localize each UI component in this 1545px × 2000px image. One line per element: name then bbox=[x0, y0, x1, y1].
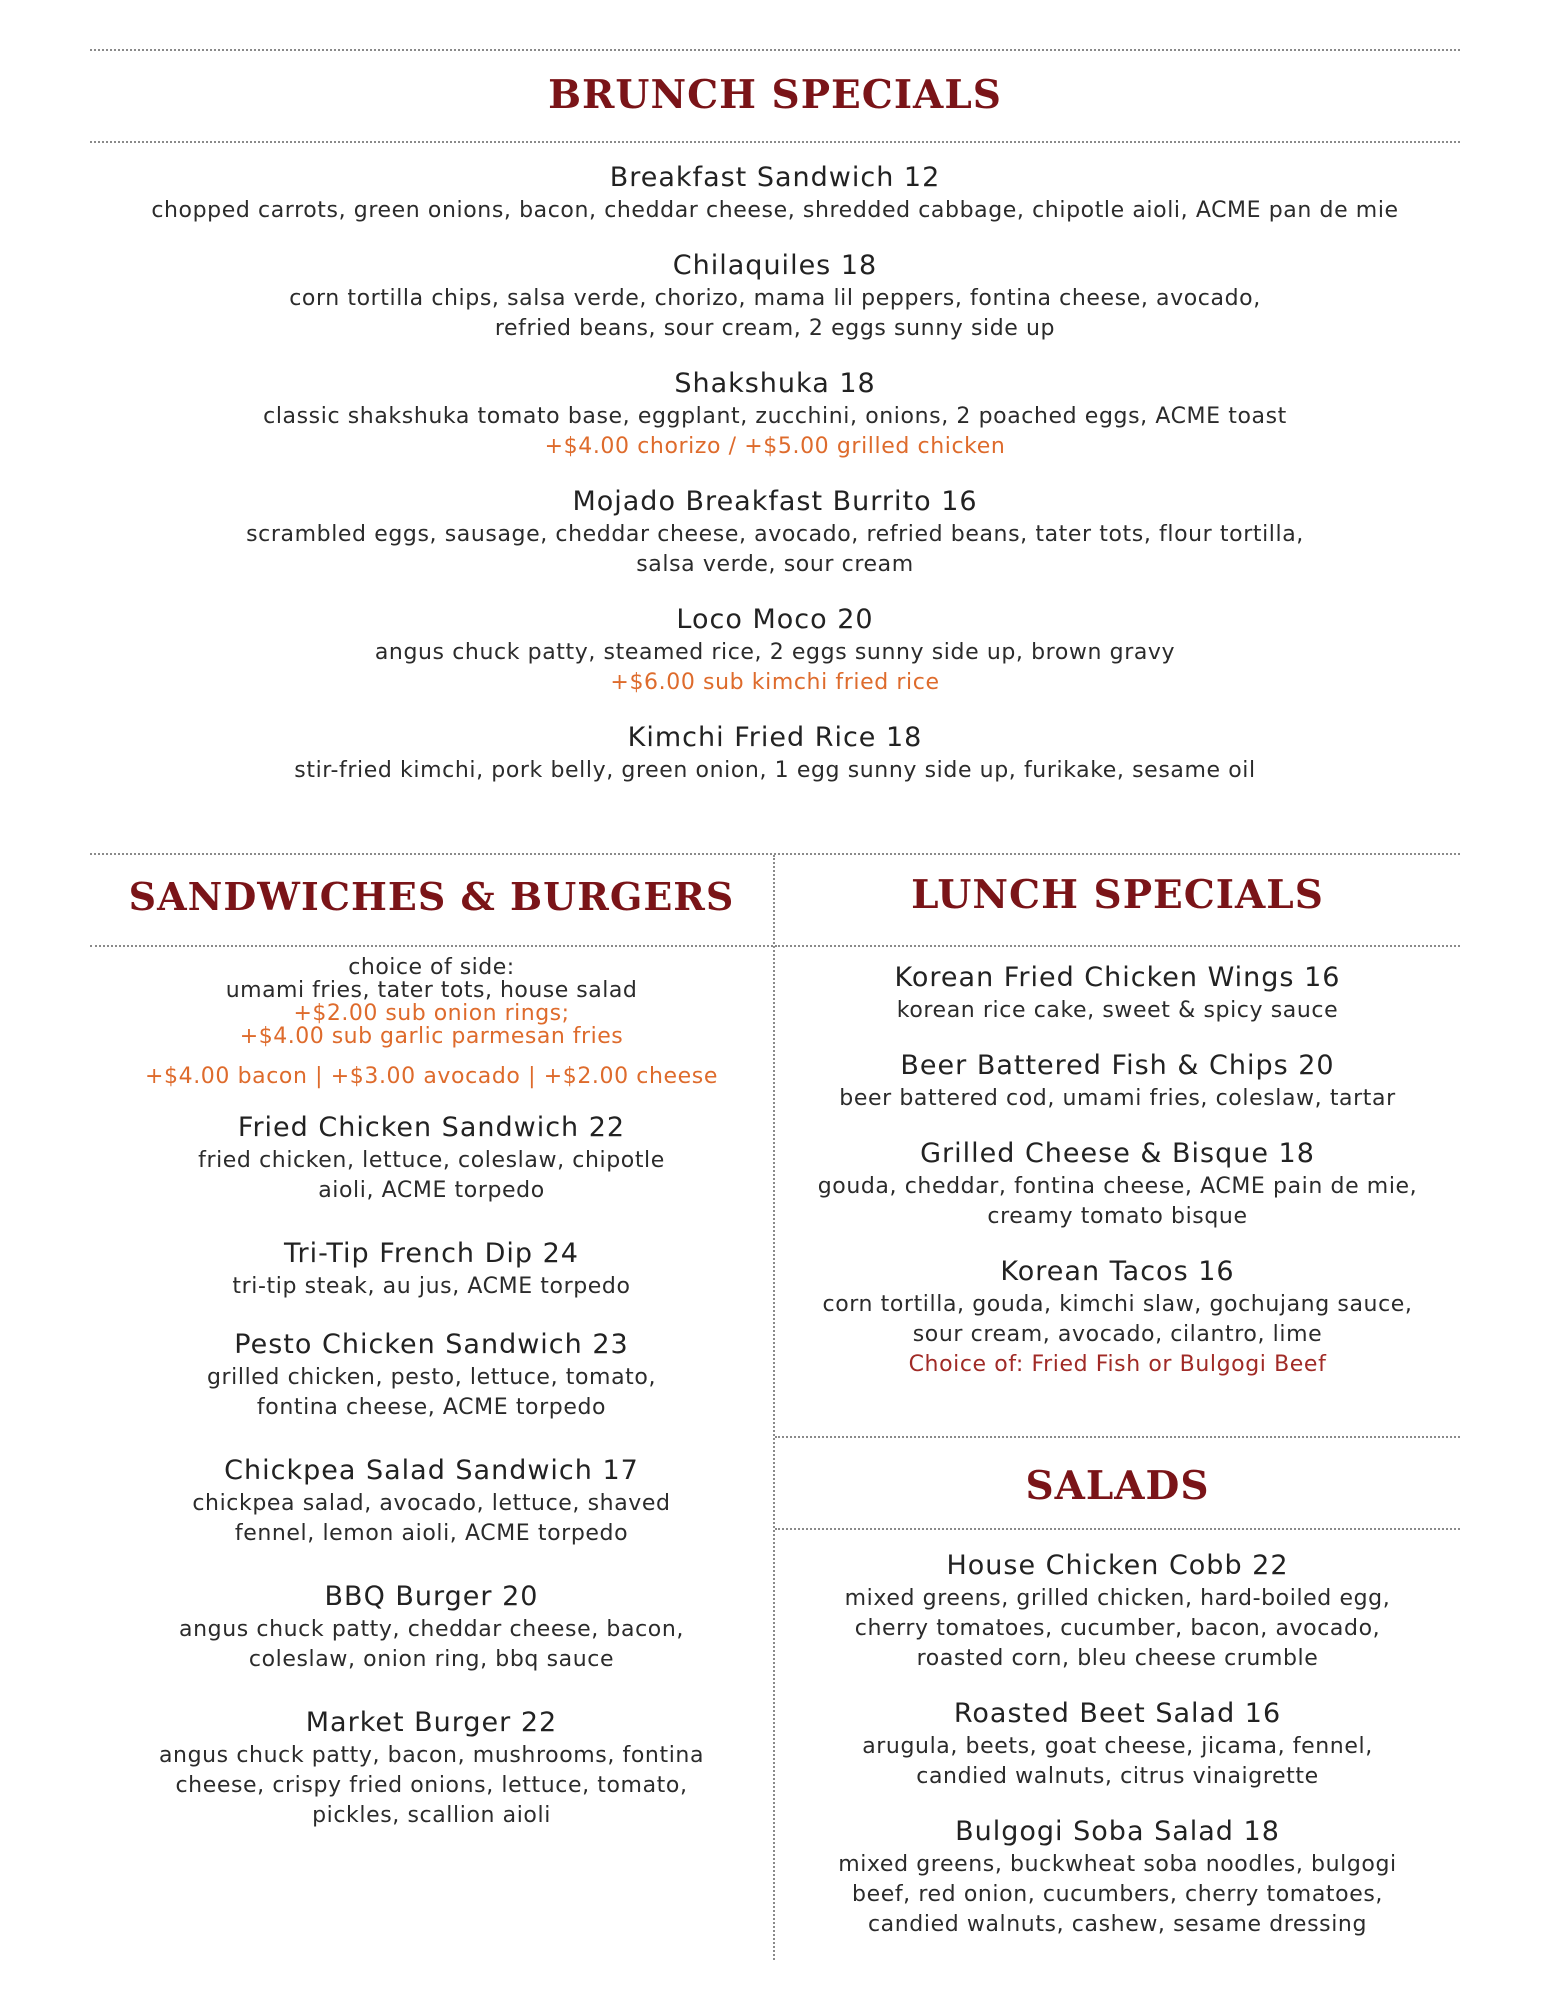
sandwiches-list bbox=[90, 956, 773, 1831]
side-intro-line: choice of side: bbox=[348, 955, 515, 980]
item-description: angus chuck patty, steamed rice, 2 eggs sunny side up, brown gravy bbox=[374, 640, 1176, 665]
item-name: Chilaquiles 18 bbox=[672, 250, 878, 281]
item-description: candied walnuts, cashew, sesame dressing bbox=[867, 1912, 1368, 1937]
item-description: sour cream, avocado, cilantro, lime bbox=[912, 1322, 1323, 1347]
menu-item bbox=[775, 1696, 1460, 1792]
menu-item bbox=[90, 484, 1460, 580]
divider-sandwich-title bbox=[90, 945, 773, 947]
item-description: refried beans, sour cream, 2 eggs sunny side up bbox=[494, 316, 1056, 341]
menu-item bbox=[90, 602, 1460, 698]
item-name: Shakshuka 18 bbox=[674, 368, 876, 399]
divider-lunch-title bbox=[775, 945, 1460, 947]
divider-salads-title bbox=[775, 1528, 1460, 1530]
item-description: salsa verde, sour cream bbox=[636, 552, 914, 577]
item-description: mixed greens, buckwheat soba noodles, bulgogi bbox=[838, 1852, 1397, 1877]
item-description: classic shakshuka tomato base, eggplant, zucchini, onions, 2 poached eggs, ACME toast bbox=[263, 404, 1287, 429]
menu-item bbox=[775, 960, 1460, 1026]
brunch-title: BRUNCH SPECIALS bbox=[548, 72, 1002, 118]
item-description: corn tortilla chips, salsa verde, chorizo, mama lil peppers, fontina cheese, avocado, bbox=[289, 286, 1261, 311]
menu-item bbox=[775, 1136, 1460, 1232]
item-description: scrambled eggs, sausage, cheddar cheese, avocado, refried beans, tater tots, flour tortilla, bbox=[246, 522, 1304, 547]
menu-item bbox=[775, 1048, 1460, 1114]
menu-item bbox=[775, 1254, 1460, 1380]
item-addon: +$6.00 sub kimchi fried rice bbox=[610, 670, 940, 695]
side-addon-line: +$2.00 sub onion rings; bbox=[293, 1001, 570, 1026]
item-description: mixed greens, grilled chicken, hard-boiled egg, bbox=[844, 1586, 1391, 1611]
item-name: Tri-Tip French Dip 24 bbox=[284, 1238, 579, 1269]
item-description: coleslaw, onion ring, bbq sauce bbox=[248, 1647, 615, 1672]
item-description: gouda, cheddar, fontina cheese, ACME pain de mie, bbox=[817, 1174, 1418, 1199]
salads-list bbox=[775, 1548, 1460, 1940]
item-description: beer battered cod, umami fries, coleslaw, tartar bbox=[839, 1086, 1396, 1111]
item-addon: +$4.00 chorizo / +$5.00 grilled chicken bbox=[544, 434, 1006, 459]
item-description: grilled chicken, pesto, lettuce, tomato, bbox=[206, 1365, 657, 1390]
item-choice: Choice of: Fried Fish or Bulgogi Beef bbox=[908, 1352, 1327, 1377]
item-name: Korean Fried Chicken Wings 16 bbox=[894, 962, 1341, 993]
item-description: cherry tomatoes, cucumber, bacon, avocado, bbox=[854, 1616, 1381, 1641]
menu-item bbox=[90, 366, 1460, 462]
menu-item bbox=[90, 160, 1460, 226]
salads-title: SALADS bbox=[1025, 1463, 1210, 1509]
item-name: BBQ Burger 20 bbox=[324, 1581, 539, 1612]
menu-item bbox=[90, 1579, 773, 1675]
divider-brunch-title bbox=[90, 141, 1460, 143]
divider-mid bbox=[90, 853, 1460, 855]
extras-line: +$4.00 bacon | +$3.00 avocado | +$2.00 cheese bbox=[144, 1064, 719, 1089]
item-description: fontina cheese, ACME torpedo bbox=[256, 1395, 607, 1420]
side-intro-line: umami fries, tater tots, house salad bbox=[225, 978, 638, 1003]
menu-item bbox=[90, 1453, 773, 1549]
divider-top bbox=[90, 49, 1460, 51]
item-name: Bulgogi Soba Salad 18 bbox=[955, 1816, 1280, 1847]
item-name: Grilled Cheese & Bisque 18 bbox=[920, 1138, 1315, 1169]
item-description: arugula, beets, goat cheese, jicama, fennel, bbox=[862, 1734, 1373, 1759]
item-description: beef, red onion, cucumbers, cherry tomatoes, bbox=[852, 1882, 1383, 1907]
item-description: angus chuck patty, bacon, mushrooms, fontina bbox=[158, 1743, 705, 1768]
item-description: cheese, crispy fried onions, lettuce, tomato, bbox=[175, 1773, 688, 1798]
item-name: Kimchi Fried Rice 18 bbox=[627, 722, 923, 753]
menu-item bbox=[90, 1705, 773, 1831]
side-addon-line: +$4.00 sub garlic parmesan fries bbox=[239, 1024, 624, 1049]
item-description: corn tortilla, gouda, kimchi slaw, gochujang sauce, bbox=[822, 1292, 1413, 1317]
item-name: Mojado Breakfast Burrito 16 bbox=[572, 486, 978, 517]
lunch-title: LUNCH SPECIALS bbox=[911, 872, 1324, 918]
item-name: Breakfast Sandwich 12 bbox=[609, 162, 941, 193]
item-name: Pesto Chicken Sandwich 23 bbox=[234, 1329, 629, 1360]
item-description: pickles, scallion aioli bbox=[312, 1803, 551, 1828]
divider-salads-top bbox=[775, 1436, 1460, 1438]
menu-item bbox=[775, 1814, 1460, 1940]
item-description: angus chuck patty, cheddar cheese, bacon, bbox=[179, 1617, 684, 1642]
menu-item bbox=[90, 1110, 773, 1206]
side-info bbox=[90, 956, 773, 1048]
sandwiches-title: SANDWICHES & BURGERS bbox=[128, 874, 735, 919]
menu-item bbox=[90, 1236, 773, 1302]
item-name: Chickpea Salad Sandwich 17 bbox=[224, 1455, 639, 1486]
brunch-list bbox=[90, 160, 1460, 786]
menu-item bbox=[775, 1548, 1460, 1674]
item-description: fried chicken, lettuce, coleslaw, chipotle bbox=[198, 1148, 665, 1173]
item-name: Fried Chicken Sandwich 22 bbox=[237, 1112, 626, 1143]
item-description: creamy tomato bisque bbox=[987, 1204, 1248, 1229]
menu-item bbox=[90, 720, 1460, 786]
menu-item bbox=[90, 1327, 773, 1423]
item-description: candied walnuts, citrus vinaigrette bbox=[916, 1764, 1319, 1789]
item-description: korean rice cake, sweet & spicy sauce bbox=[896, 998, 1339, 1023]
item-name: Loco Moco 20 bbox=[676, 604, 874, 635]
item-name: Roasted Beet Salad 16 bbox=[953, 1698, 1282, 1729]
item-description: chopped carrots, green onions, bacon, cheddar cheese, shredded cabbage, chipotle aioli, ACME pan de mie bbox=[151, 198, 1399, 223]
item-name: House Chicken Cobb 22 bbox=[946, 1550, 1289, 1581]
item-description: tri-tip steak, au jus, ACME torpedo bbox=[232, 1274, 631, 1299]
lunch-list bbox=[775, 960, 1460, 1380]
item-description: chickpea salad, avocado, lettuce, shaved bbox=[192, 1491, 671, 1516]
item-description: stir-fried kimchi, pork belly, green onion, 1 egg sunny side up, furikake, sesame oil bbox=[294, 758, 1256, 783]
item-description: aioli, ACME torpedo bbox=[318, 1178, 545, 1203]
item-name: Korean Tacos 16 bbox=[1000, 1256, 1235, 1287]
item-name: Market Burger 22 bbox=[305, 1707, 558, 1738]
item-name: Beer Battered Fish & Chips 20 bbox=[900, 1050, 1335, 1081]
item-description: fennel, lemon aioli, ACME torpedo bbox=[234, 1521, 629, 1546]
menu-item bbox=[90, 248, 1460, 344]
item-description: roasted corn, bleu cheese crumble bbox=[916, 1646, 1319, 1671]
